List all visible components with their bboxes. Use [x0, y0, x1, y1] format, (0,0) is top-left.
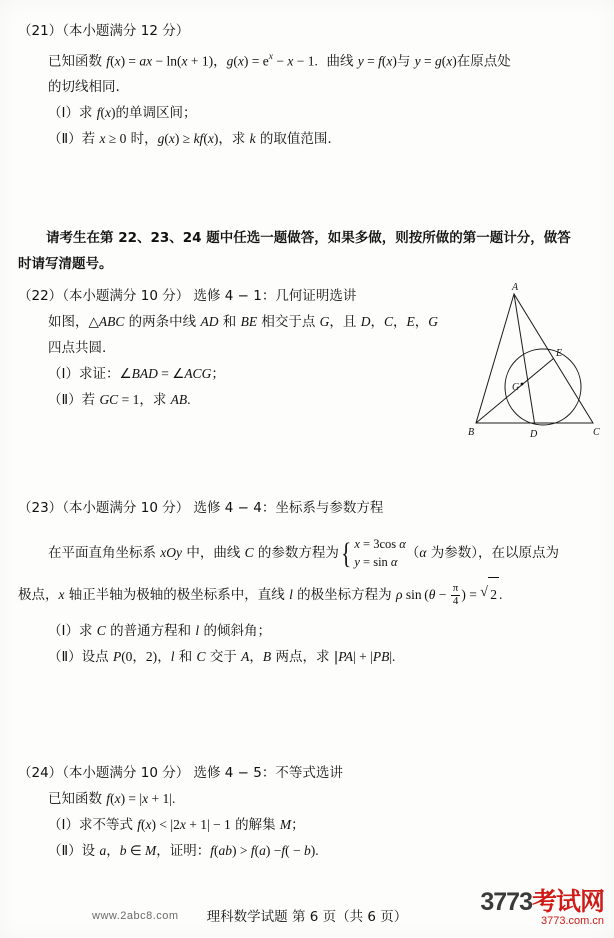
svg-text:D: D	[530, 429, 538, 440]
q23-number: （23）	[18, 500, 63, 516]
q22-line-4: （Ⅱ）若 GC = 1，求 AB.	[48, 392, 191, 408]
q21-heading	[18, 18, 598, 44]
q22-line-2: 四点共圆.	[48, 340, 107, 356]
q23-points: （本小题满分 10 分）	[62, 500, 190, 516]
notice-line-2: 时请写清题号。	[18, 256, 113, 272]
q21-number: （21）	[18, 23, 63, 39]
q23-line-1: 在平面直角坐标系 xOy 中，曲线 C 的参数方程为 { x = 3cos α y = sin α （α 为参数），在以原点为	[48, 536, 559, 570]
watermark-right-url: 3773.com.cn	[541, 915, 604, 927]
selection-notice	[18, 225, 598, 277]
q22-line-1: 如图，△ABC 的两条中线 AD 和 BE 相交于点 G，且 D，C，E，G	[48, 314, 438, 330]
q23-heading	[18, 495, 608, 521]
q24-line-3: （Ⅱ）设 a，b ∈ M，证明：f(ab) > f(a) −f( − b).	[48, 843, 319, 859]
q21-points: （本小题满分 12 分）	[62, 23, 190, 39]
notice-line-1: 请考生在第 22、23、24 题中任选一题做答，如果多做，则按所做的第一题计分，做答	[46, 230, 571, 246]
q23-topic: 选修 4 − 4：坐标系与参数方程	[193, 500, 384, 516]
page-footer: 理科数学试题 第 6 页（共 6 页）	[206, 909, 408, 925]
q24-heading	[18, 760, 598, 786]
problem-24	[18, 760, 598, 864]
svg-text:G: G	[512, 382, 520, 393]
geometry-figure-triangle-circle	[460, 280, 610, 450]
q23-line-4: （Ⅱ）设点 P(0，2)，l 和 C 交于 A，B 两点，求 |PA| + |PB|.	[48, 649, 396, 665]
watermark-right-title: 3773考试网	[480, 888, 604, 916]
pi-over-4-fraction: $\frac{\pi}{4}$	[452, 582, 459, 607]
svg-text:C: C	[593, 427, 600, 438]
q24-line-2: （Ⅰ）求不等式 f(x) < |2x + 1| − 1 的解集 M；	[48, 817, 305, 833]
problem-22	[18, 283, 478, 413]
q23-line-3: （Ⅰ）求 C 的普通方程和 l 的倾斜角；	[48, 623, 271, 639]
q22-topic: 选修 4 − 1：几何证明选讲	[193, 288, 357, 304]
q21-line-4: （Ⅱ）若 x ≥ 0 时，g(x) ≥ kf(x)，求 k 的取值范围.	[48, 131, 332, 148]
q24-topic: 选修 4 − 5：不等式选讲	[193, 765, 343, 781]
q21-line-3: （Ⅰ）求 f(x)的单调区间；	[48, 105, 197, 122]
problem-21	[18, 18, 598, 152]
q24-points: （本小题满分 10 分）	[62, 765, 190, 781]
watermark-right	[480, 882, 604, 927]
q22-points: （本小题满分 10 分）	[62, 288, 190, 304]
system-row-y: y = sin α	[354, 555, 398, 570]
parametric-system: { x = 3cos α y = sin α	[341, 536, 406, 570]
q24-line-1: 已知函数 f(x) = |x + 1|.	[48, 791, 176, 807]
problem-23	[18, 495, 608, 670]
q21-line-2: 的切线相同.	[48, 79, 120, 96]
q21-line-1: 已知函数 f(x) = ax − ln(x + 1)，$g(x) = e^x - x - 1$. 曲线 y = f(x)与 y = g(x)在原点处	[48, 52, 511, 70]
q22-line-3: （Ⅰ）求证：∠BAD = ∠ACG；	[48, 366, 225, 382]
figure-svg	[460, 280, 610, 450]
sqrt-two: √ 2	[480, 577, 499, 612]
q24-number: （24）	[18, 765, 63, 781]
q22-heading	[18, 283, 478, 309]
system-row-x: x = 3cos α	[354, 537, 406, 552]
q23-line-2: 极点，x 轴正半轴为极轴的极坐标系中，直线 l 的极坐标方程为 ρ sin (θ − $\frac{\pi}{4}$ ) = √ 2 .	[18, 577, 608, 612]
watermark-left: www.2abc8.com	[92, 910, 179, 922]
svg-text:E: E	[556, 348, 563, 359]
svg-text:B: B	[468, 427, 475, 438]
q22-number: （22）	[18, 288, 63, 304]
svg-text:A: A	[512, 282, 519, 293]
